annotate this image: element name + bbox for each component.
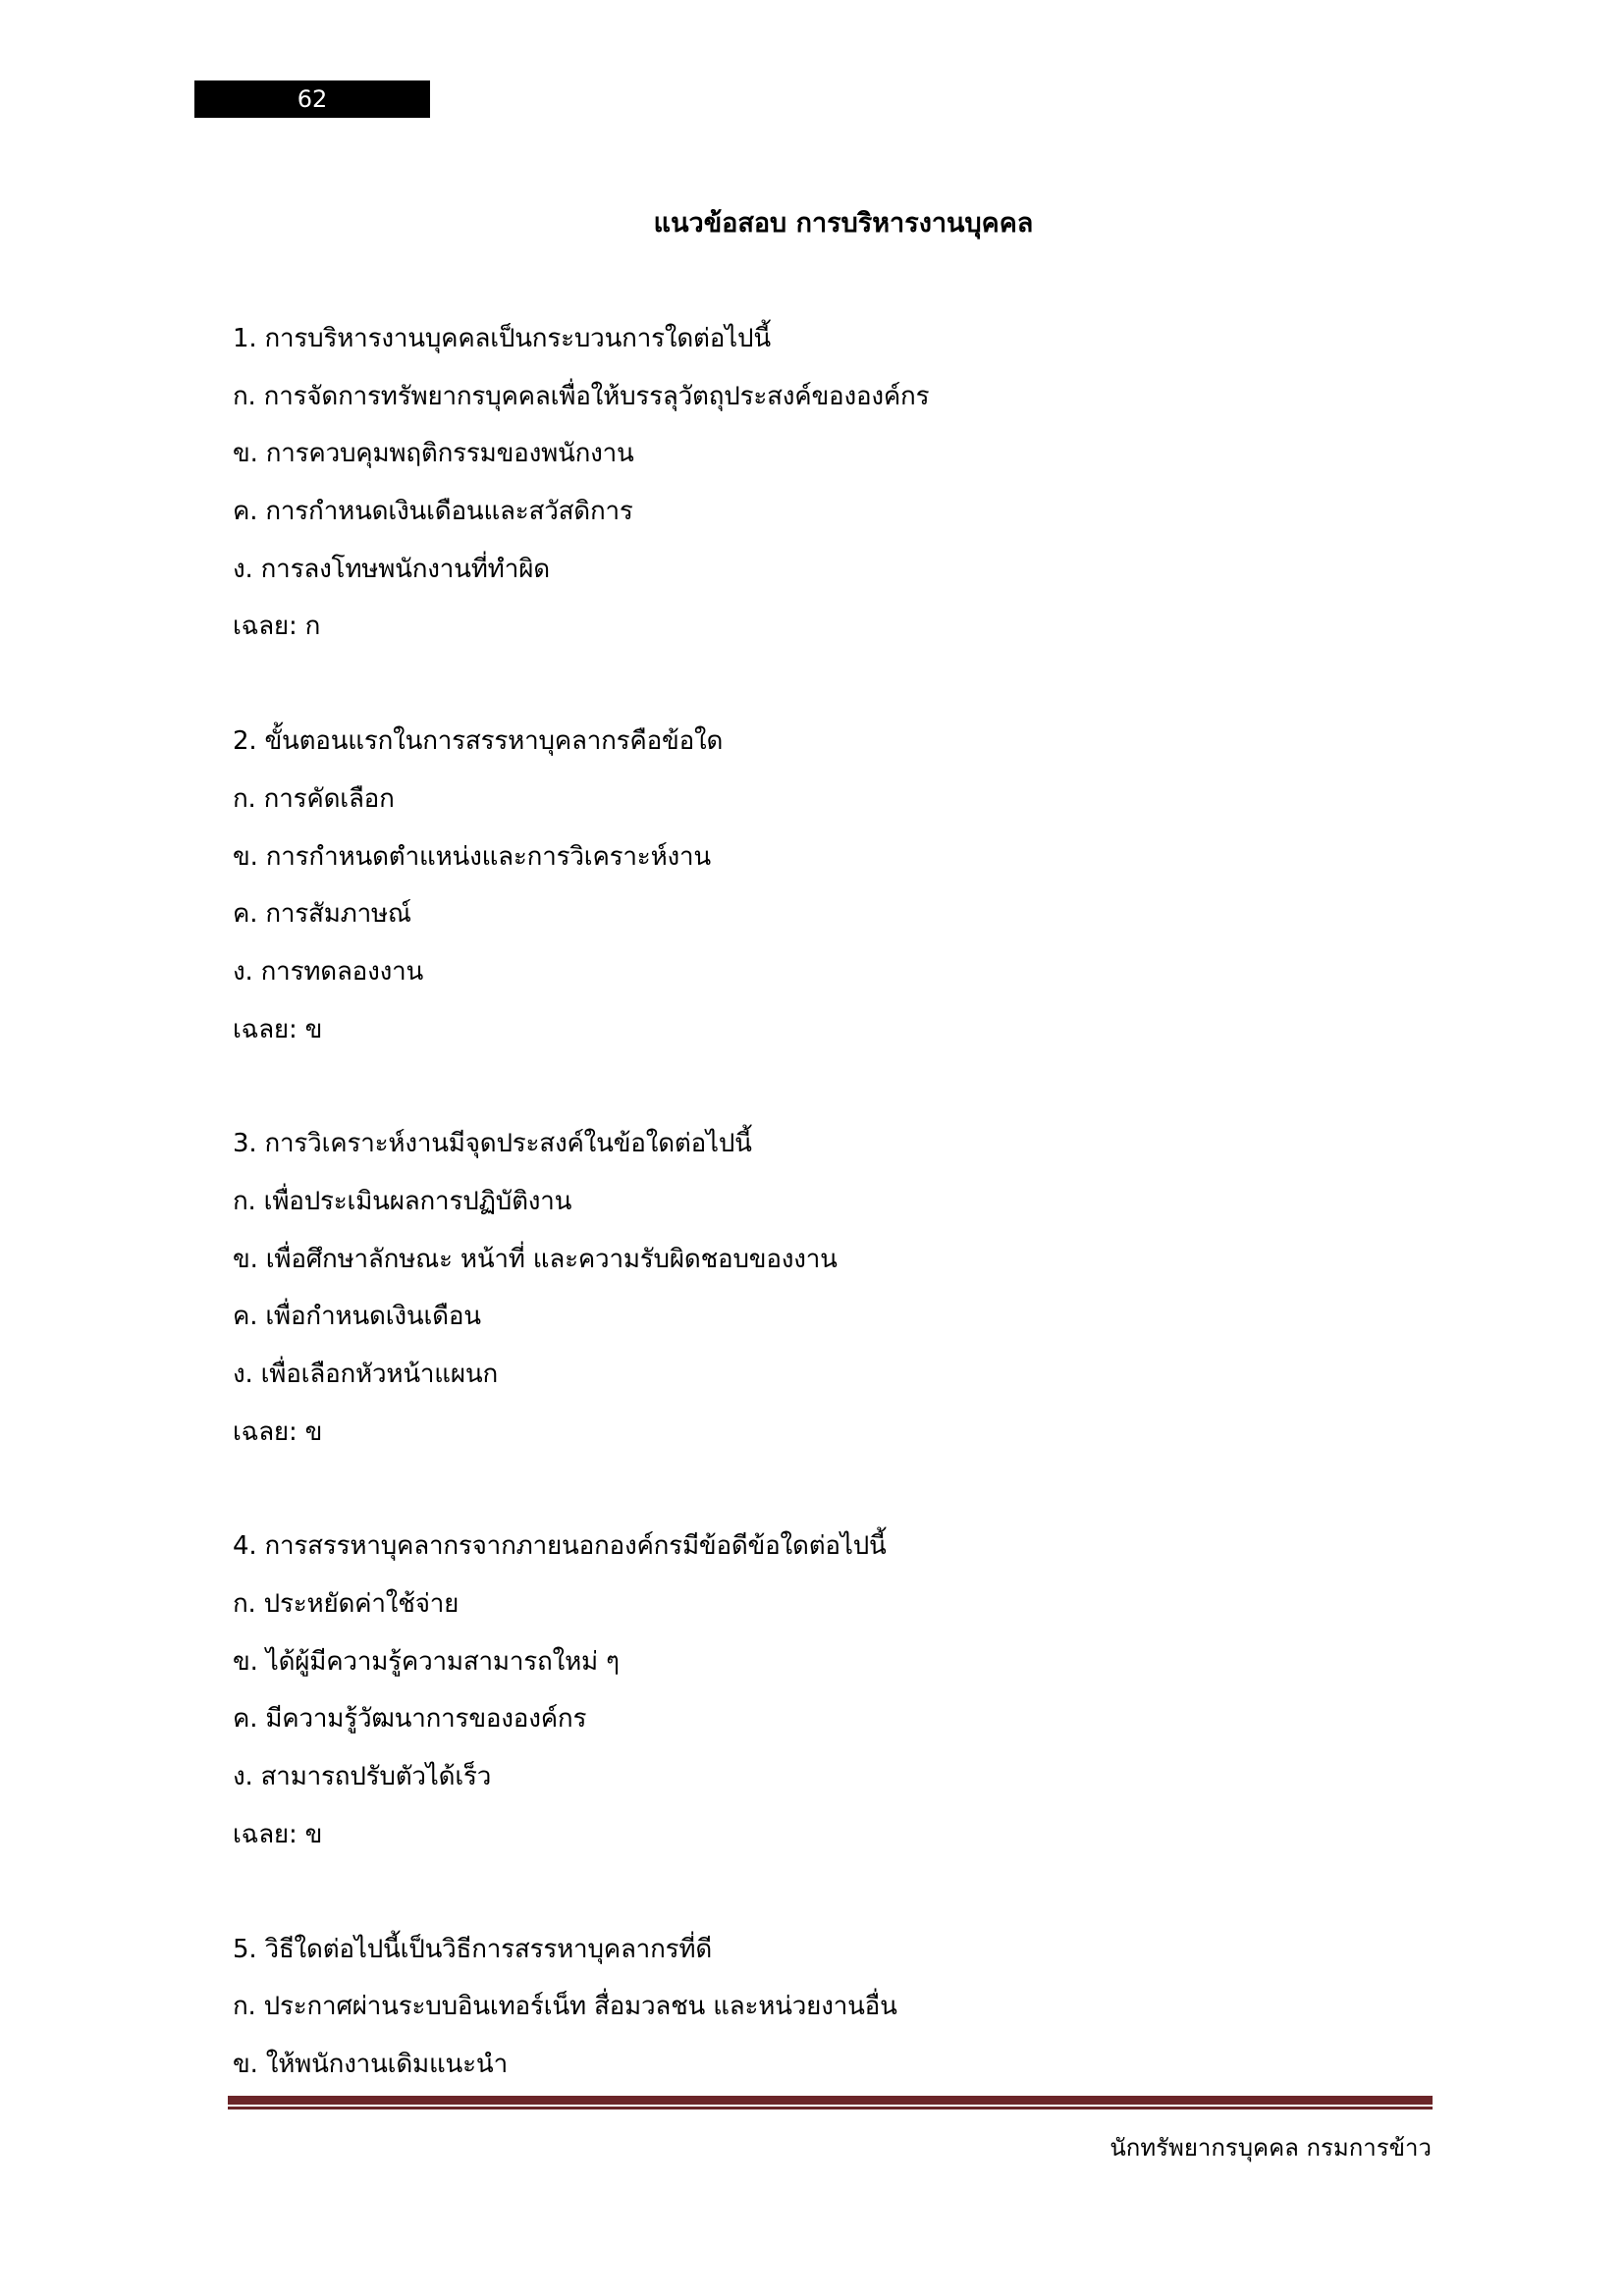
option-b: ข. เพื่อศึกษาลักษณะ หน้าที่ และความรับผิดชอบของงาน (233, 1244, 838, 1274)
option-a: ก. ประกาศผ่านระบบอินเทอร์เน็ท สื่อมวลชน และหน่วยงานอื่น (233, 1992, 897, 2022)
question-4 (233, 1518, 1440, 1863)
option-c: ค. มีความรู้วัฒนาการขององค์กร (233, 1704, 587, 1735)
option-a: ก. การจัดการทรัพยากรบุคคลเพื่อให้บรรลุวัตถุประสงค์ขององค์กร (233, 381, 930, 411)
option-d: ง. สามารถปรับตัวได้เร็ว (233, 1762, 492, 1792)
question-list (233, 310, 1440, 2151)
answer: เฉลย: ข (233, 1416, 323, 1447)
question-1 (233, 310, 1440, 656)
option-b: ข. การกำหนดตำแหน่งและการวิเคราะห์งาน (233, 841, 711, 872)
page-title: แนวข้อสอบ การบริหารงานบุคคล (653, 208, 1034, 239)
option-c: ค. เพื่อกำหนดเงินเดือน (233, 1302, 481, 1332)
option-a: ก. เพื่อประเมินผลการปฏิบัติงาน (233, 1186, 572, 1216)
question-2 (233, 713, 1440, 1058)
answer: เฉลย: ก (233, 612, 321, 642)
footer-text: นักทรัพยากรบุคคล กรมการข้าว (1110, 2134, 1432, 2162)
answer: เฉลย: ข (233, 1014, 323, 1044)
page-number: 62 (194, 80, 430, 118)
option-d: ง. การลงโทษพนักงานที่ทำผิด (233, 554, 550, 584)
question-text: 5. วิธีใดต่อไปนี้เป็นวิธีการสรรหาบุคลากรที่ดี (233, 1934, 713, 1964)
footer-divider-thin (228, 2107, 1433, 2109)
question-5 (233, 1921, 1440, 2094)
option-c: ค. การสัมภาษณ์ (233, 899, 411, 930)
question-text: 2. ขั้นตอนแรกในการสรรหาบุคลากรคือข้อใด (233, 726, 724, 757)
option-d: ง. การทดลองงาน (233, 956, 424, 987)
option-b: ข. ให้พนักงานเดิมแนะนำ (233, 2049, 509, 2079)
option-a: ก. การคัดเลือก (233, 783, 395, 814)
option-a: ก. ประหยัดค่าใช้จ่าย (233, 1589, 460, 1620)
option-c: ค. การกำหนดเงินเดือนและสวัสดิการ (233, 497, 633, 527)
question-text: 3. การวิเคราะห์งานมีจุดประสงค์ในข้อใดต่อไปนี้ (233, 1129, 752, 1159)
question-text: 1. การบริหารงานบุคคลเป็นกระบวนการใดต่อไปนี้ (233, 324, 771, 353)
answer: เฉลย: ข (233, 1819, 323, 1849)
option-b: ข. ได้ผู้มีความรู้ความสามารถใหม่ ๆ (233, 1646, 620, 1677)
option-b: ข. การควบคุมพฤติกรรมของพนักงาน (233, 439, 634, 469)
option-d: ง. เพื่อเลือกหัวหน้าแผนก (233, 1360, 498, 1389)
question-text: 4. การสรรหาบุคลากรจากภายนอกองค์กรมีข้อดีข้อใดต่อไปนี้ (233, 1531, 887, 1562)
question-3 (233, 1115, 1440, 1461)
footer-divider-thick (228, 2096, 1433, 2105)
